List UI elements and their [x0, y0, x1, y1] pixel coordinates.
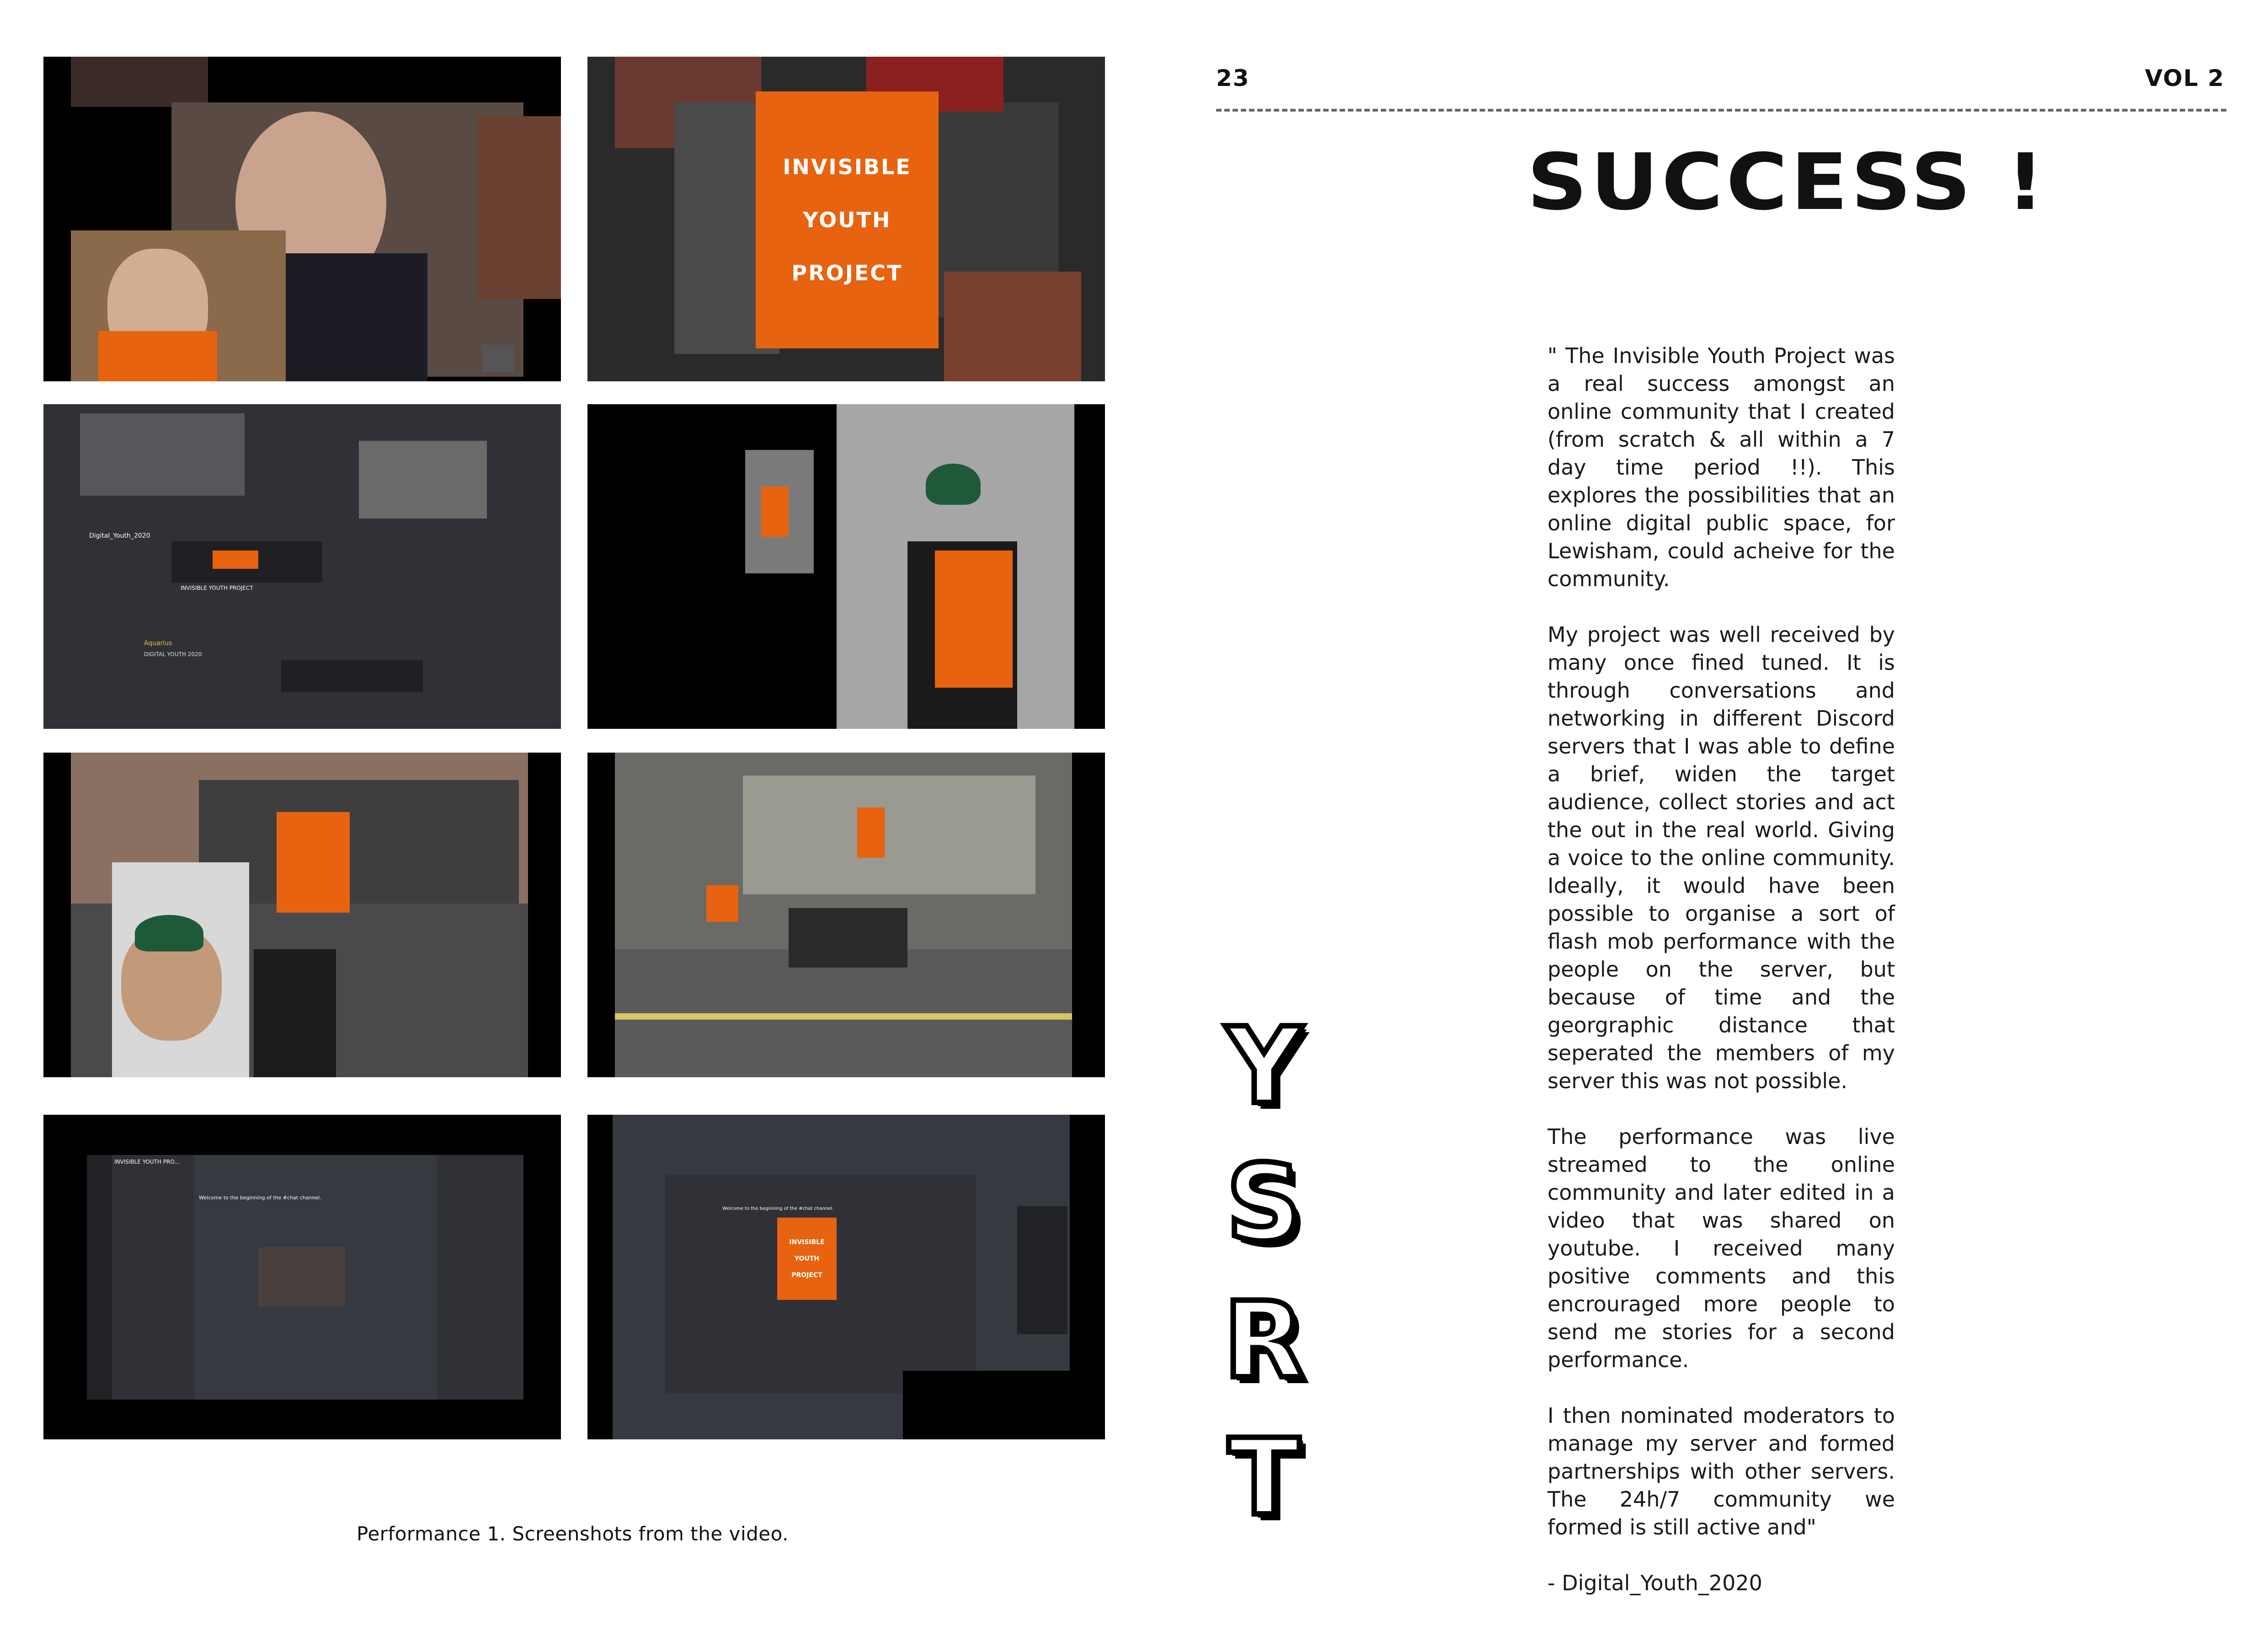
chat-line: Digital_Youth_2020 [89, 532, 150, 540]
vertical-letter: R [1223, 1280, 1305, 1402]
chat-line: DIGITAL YOUTH 2020 [144, 651, 202, 657]
volume-label: VOL 2 [2145, 65, 2225, 91]
vertical-letter: T [1228, 1417, 1300, 1539]
page-number: 23 [1216, 65, 1250, 91]
poster [777, 1218, 837, 1300]
discord-chat-collage [43, 404, 561, 729]
channel-welcome: Welcome to the beginning of the #chat channel. [199, 1195, 321, 1201]
vertical-letter: Y [1226, 1005, 1302, 1128]
article-body [1548, 342, 1895, 1625]
poster-line: YOUTH [803, 208, 891, 232]
video-call-collage [43, 57, 561, 381]
chat-line: INVISIBLE YOUTH PROJECT [181, 585, 253, 591]
poster-line: YOUTH [794, 1255, 820, 1262]
poster-line: INVISIBLE [783, 155, 912, 179]
paragraph: " The Invisible Youth Project was a real success amongst an online community that I created (from scratch & all within a 7 day time period !!). This explores the possibilities that an online digital public space, for Lewisham, could acheive for the community. [1548, 343, 1895, 591]
paragraph: My project was well received by many once fined tuned. It is through conversations and networking in different Discord servers that I was able to define a brief, widen the target audience, collect stories and act the out in the real world. Giving a voice to the online community. Ideally, it would have been possible to organise a sort of flash mob performance with the people on the server, but because of time and the georgraphic distance that seperated the members of my server this was not possible. [1548, 622, 1895, 1093]
poster-line: INVISIBLE [789, 1239, 825, 1246]
street-performance-wide [587, 753, 1105, 1077]
poster-collage [587, 57, 1105, 381]
discord-server-poster [587, 1115, 1105, 1439]
street-performance-collage [43, 753, 561, 1077]
vertical-letter: S [1226, 1143, 1302, 1265]
server-name: INVISIBLE YOUTH PRO... [114, 1159, 180, 1165]
page-title: SUCCESS ! [1527, 137, 2048, 228]
signature: - Digital_Youth_2020 [1548, 1571, 1762, 1595]
channel-welcome: Welcome to the beginning of the #chat channel. [722, 1206, 834, 1211]
paragraph: The performance was live streamed to the online community and later edited in a video that was shared on youtube. I received many positive comments and this encrouraged more people to send me stories for a second performance. [1548, 1124, 1895, 1372]
header-divider [1216, 109, 2226, 112]
poster [756, 91, 939, 348]
figure-caption: Performance 1. Screenshots from the video. [357, 1523, 789, 1545]
discord-server-screenshot [43, 1115, 561, 1439]
poster-line: PROJECT [791, 1272, 822, 1279]
performer-with-microphone [587, 404, 1105, 729]
chat-line: Aquarius [144, 640, 172, 647]
poster-line: PROJECT [791, 261, 903, 285]
paragraph: I then nominated moderators to manage my server and formed partnerships with other servers. The 24h/7 community we formed is still active and" [1548, 1403, 1895, 1539]
